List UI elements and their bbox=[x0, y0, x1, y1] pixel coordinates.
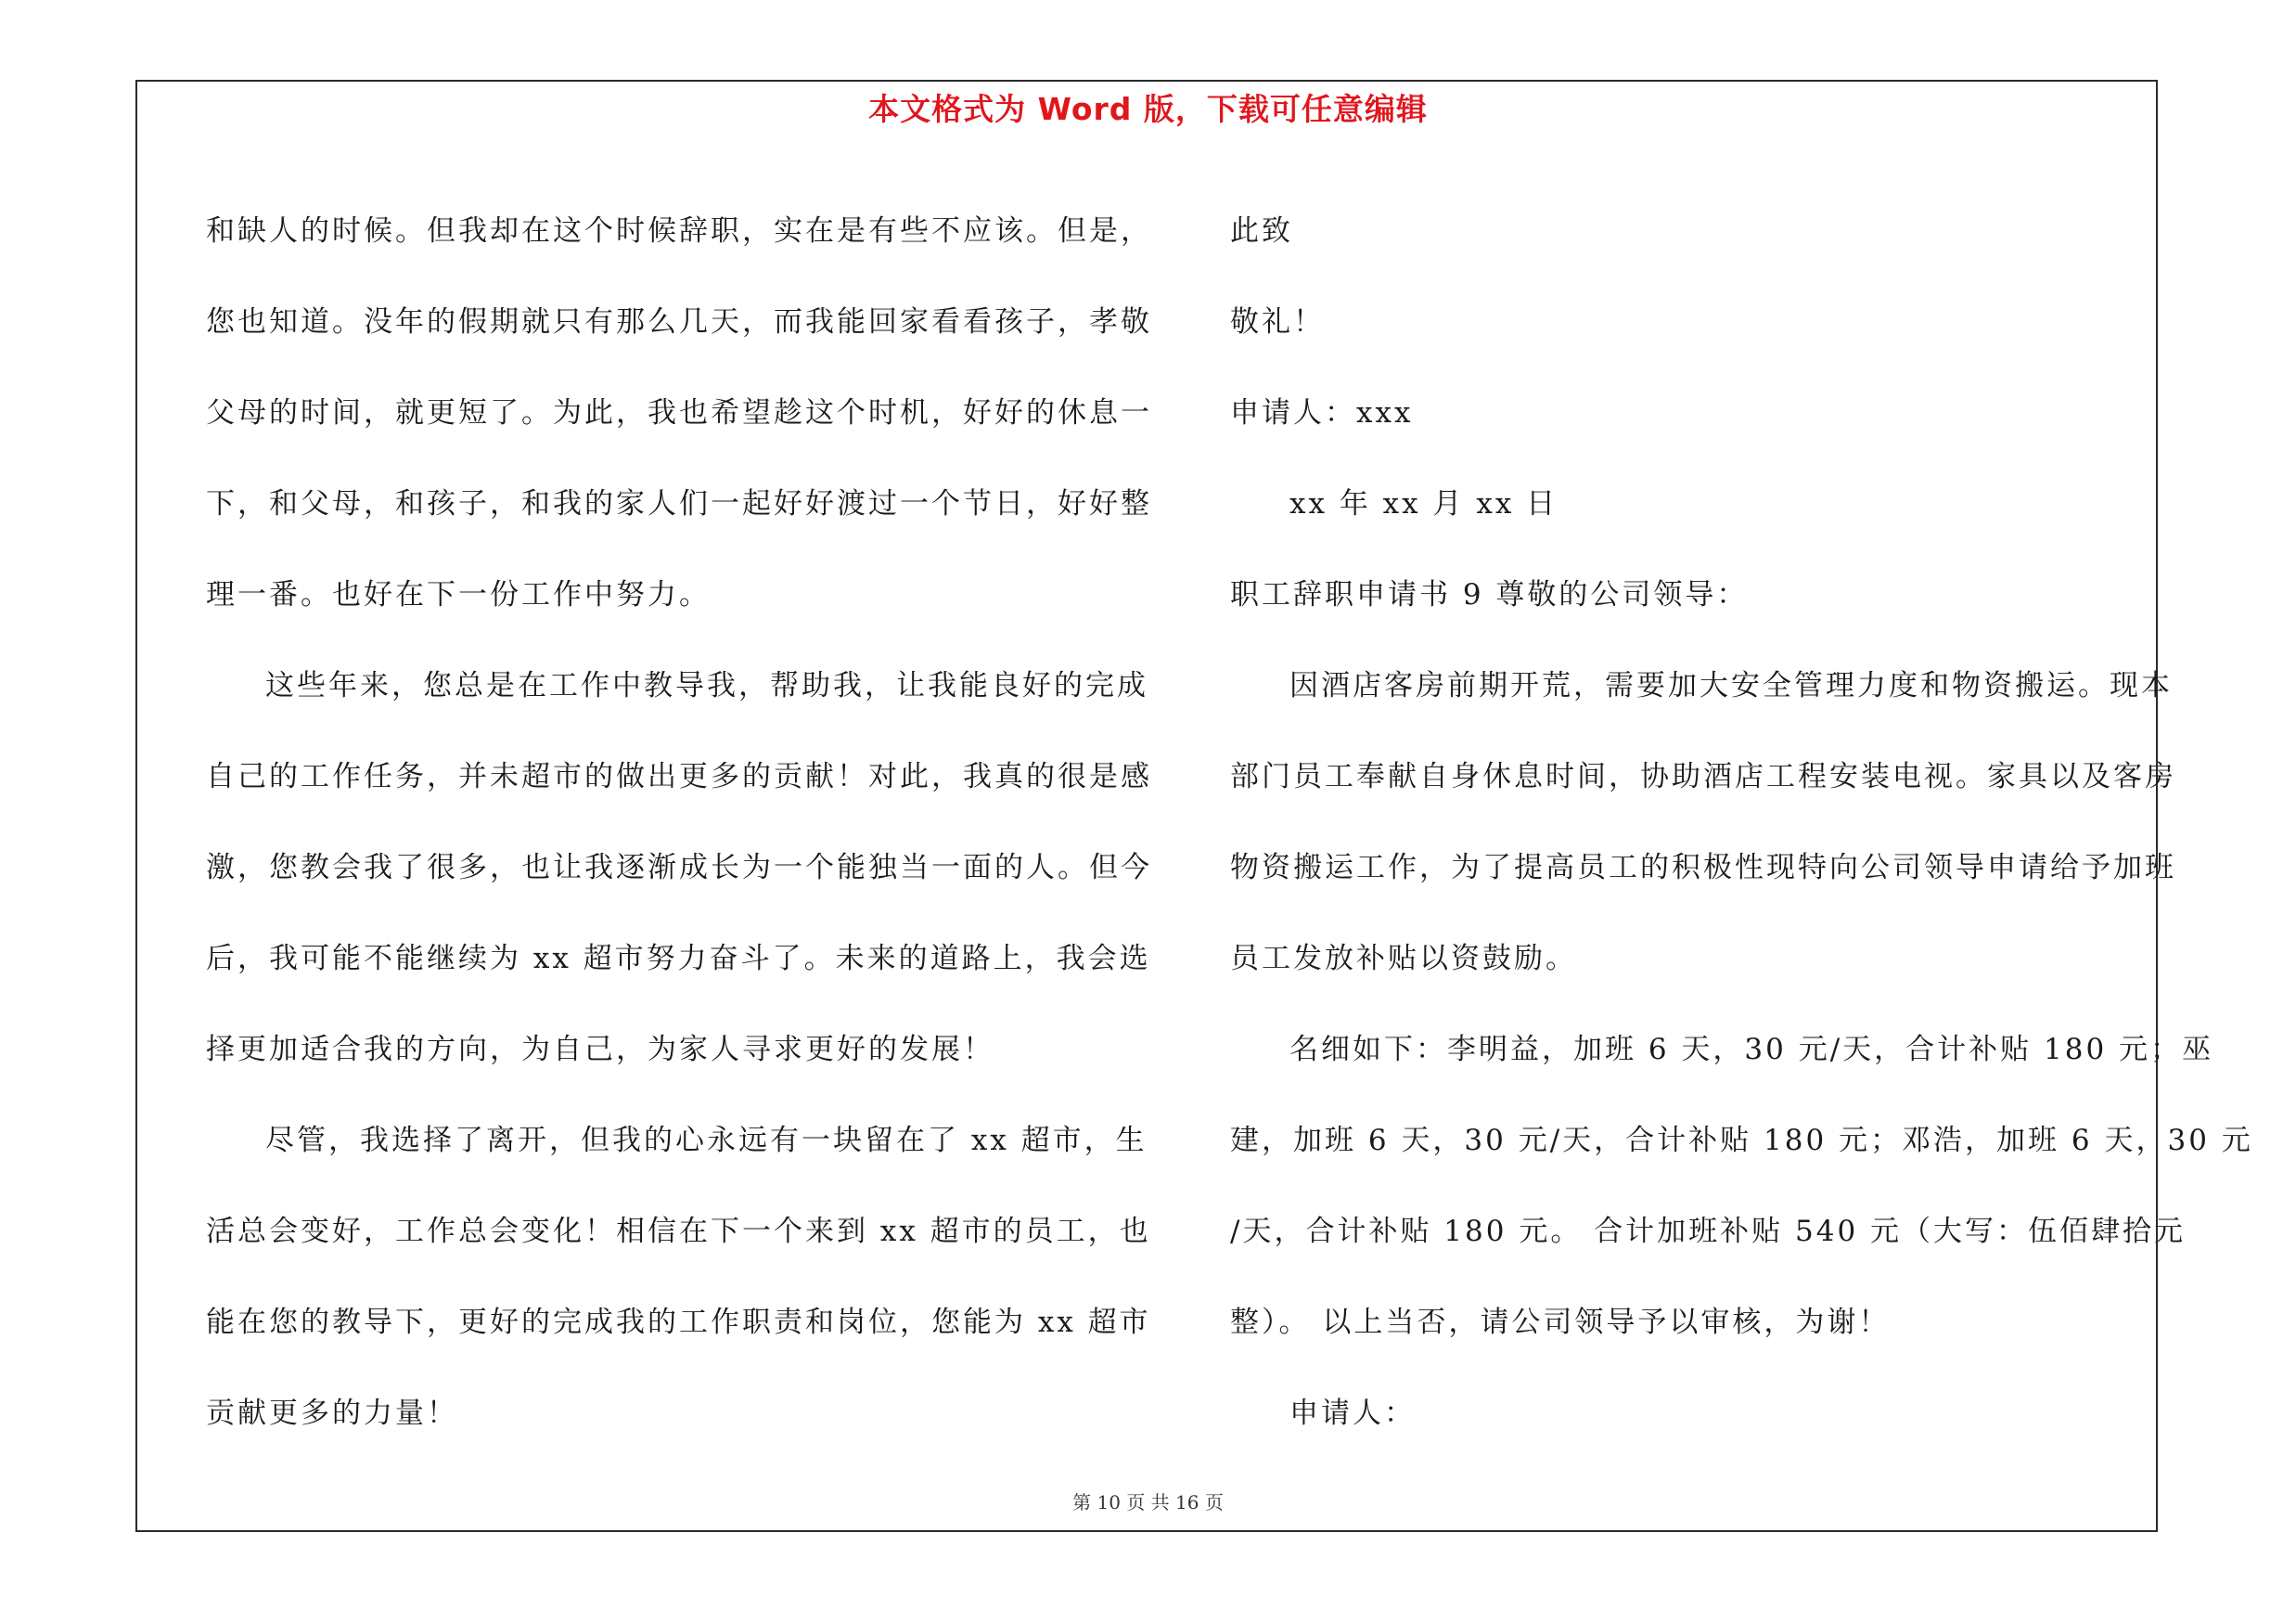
text-line: 和缺人的时候。但我却在这个时候辞职，实在是有些不应该。但是， bbox=[206, 214, 1152, 248]
text-line: 您也知道。没年的假期就只有那么几天，而我能回家看看孩子，孝敬 bbox=[206, 305, 1152, 339]
text-line: 能在您的教导下，更好的完成我的工作职责和岗位，您能为 xx 超市 bbox=[206, 1306, 1151, 1339]
text-line: 整）。 以上当否，请公司领导予以审核，为谢！ bbox=[1230, 1306, 1891, 1339]
text-line: 职工辞职申请书 9 尊敬的公司领导： bbox=[1230, 578, 1749, 612]
text-line: 部门员工奉献自身休息时间，协助酒店工程安装电视。家具以及客房 bbox=[1230, 760, 2176, 793]
text-line: 自己的工作任务，并未超市的做出更多的贡献！对此，我真的很是感 bbox=[206, 760, 1152, 793]
text-line: 活总会变好，工作总会变化！相信在下一个来到 xx 超市的员工，也 bbox=[206, 1215, 1151, 1248]
text-line: 建，加班 6 天，30 元/天，合计补贴 180 元；邓浩，加班 6 天，30 元 bbox=[1230, 1124, 2253, 1157]
text-line: 理一番。也好在下一份工作中努力。 bbox=[206, 578, 711, 612]
left-column bbox=[206, 186, 1152, 1459]
text-line: 名细如下：李明益，加班 6 天，30 元/天，合计补贴 180 元；巫 bbox=[1289, 1033, 2214, 1066]
text-line: 因酒店客房前期开荒，需要加大安全管理力度和物资搬运。现本 bbox=[1289, 669, 2173, 702]
text-line: xx 年 xx 月 xx 日 bbox=[1289, 487, 1558, 521]
format-banner: 本文格式为 Word 版，下载可任意编辑 bbox=[868, 91, 1428, 127]
text-line: 下，和父母，和孩子，和我的家人们一起好好渡过一个节日，好好整 bbox=[206, 487, 1152, 521]
text-line: 这些年来，您总是在工作中教导我，帮助我，让我能良好的完成 bbox=[265, 669, 1148, 702]
right-column bbox=[1230, 186, 2253, 1459]
text-line: 尽管，我选择了离开，但我的心永远有一块留在了 xx 超市，生 bbox=[265, 1124, 1148, 1157]
text-line: 申请人： bbox=[1289, 1397, 1416, 1430]
text-line: 后，我可能不能继续为 xx 超市努力奋斗了。未来的道路上，我会选 bbox=[206, 942, 1151, 975]
text-line: 此致 bbox=[1230, 214, 1293, 248]
text-line: 员工发放补贴以资鼓励。 bbox=[1230, 942, 1577, 975]
text-line: 激，您教会我了很多，也让我逐渐成长为一个能独当一面的人。但今 bbox=[206, 851, 1152, 884]
text-line: 敬礼！ bbox=[1230, 305, 1325, 339]
text-line: 申请人：xxx bbox=[1230, 396, 1414, 430]
text-line: /天，合计补贴 180 元。 合计加班补贴 540 元（大写：伍佰肆拾元 bbox=[1230, 1215, 2187, 1248]
text-line: 父母的时间，就更短了。为此，我也希望趁这个时机，好好的休息一 bbox=[206, 396, 1152, 430]
text-line: 物资搬运工作，为了提高员工的积极性现特向公司领导申请给予加班 bbox=[1230, 851, 2176, 884]
text-line: 择更加适合我的方向，为自己，为家人寻求更好的发展！ bbox=[206, 1033, 994, 1066]
text-line: 贡献更多的力量！ bbox=[206, 1397, 458, 1430]
page-footer: 第 10 页 共 16 页 bbox=[1072, 1491, 1224, 1514]
